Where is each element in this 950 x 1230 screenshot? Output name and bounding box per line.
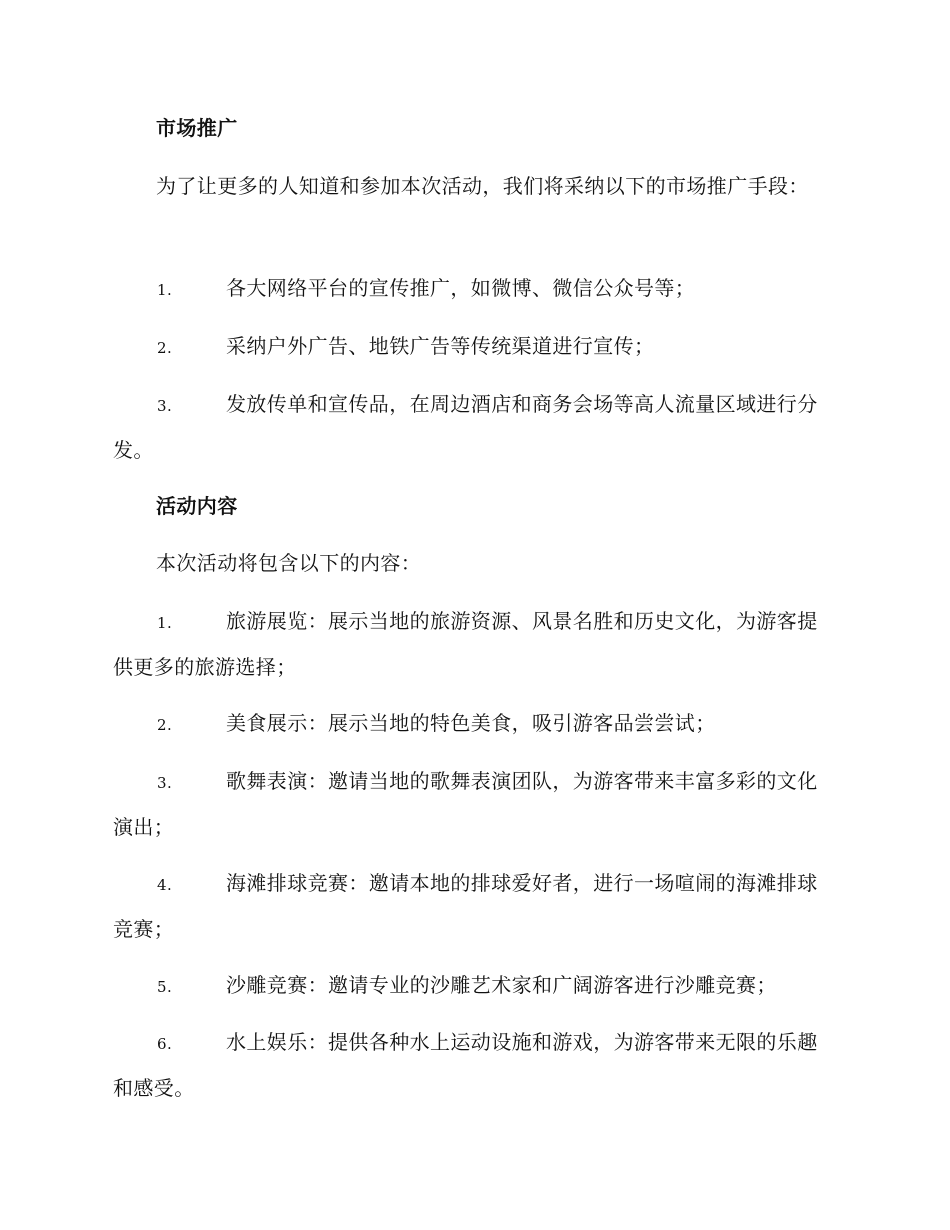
- list-item: [113, 1020, 835, 1110]
- list-number: 1.: [157, 281, 173, 299]
- list-item: [113, 382, 835, 472]
- list-item: [113, 759, 835, 849]
- list-item: [113, 861, 835, 951]
- list-item-text: 各大网络平台的宣传推广，如微博、微信公众号等；: [226, 276, 696, 300]
- list-number: 3.: [157, 774, 173, 792]
- list-number: 3.: [157, 397, 173, 415]
- list-number: 2.: [157, 716, 173, 734]
- list-item: [113, 599, 835, 689]
- list-item: [113, 266, 835, 312]
- list-number: 4.: [157, 876, 173, 894]
- list-item-text: 发放传单和宣传品，在周边酒店和商务会场等高人流量区域进行分发。: [113, 392, 818, 462]
- list-item-text: 旅游展览：展示当地的旅游资源、风景名胜和历史文化，为游客提供更多的旅游选择；: [113, 609, 818, 679]
- paragraph-marketing-intro: 为了让更多的人知道和参加本次活动，我们将采纳以下的市场推广手段：: [156, 174, 809, 198]
- list-number: 2.: [157, 339, 173, 357]
- list-item-text: 歌舞表演：邀请当地的歌舞表演团队，为游客带来丰富多彩的文化演出；: [113, 769, 818, 839]
- list-number: 5.: [157, 978, 173, 996]
- list-item-text: 采纳户外广告、地铁广告等传统渠道进行宣传；: [226, 334, 655, 358]
- list-number: 6.: [157, 1035, 173, 1053]
- list-item-text: 海滩排球竞赛：邀请本地的排球爱好者，进行一场喧闹的海滩排球竞赛；: [113, 871, 818, 941]
- list-item-text: 水上娱乐：提供各种水上运动设施和游戏，为游客带来无限的乐趣和感受。: [113, 1030, 818, 1100]
- list-item-text: 沙雕竞赛：邀请专业的沙雕艺术家和广阔游客进行沙雕竞赛；: [226, 973, 777, 997]
- section-heading-marketing: 市场推广: [156, 116, 238, 140]
- list-item: [113, 701, 835, 747]
- list-item: [113, 963, 835, 1009]
- list-number: 1.: [157, 614, 173, 632]
- paragraph-activities-intro: 本次活动将包含以下的内容：: [156, 551, 422, 575]
- section-heading-activities: 活动内容: [156, 494, 238, 518]
- list-item: [113, 324, 835, 370]
- list-item-text: 美食展示：展示当地的特色美食，吸引游客品尝尝试；: [226, 711, 716, 735]
